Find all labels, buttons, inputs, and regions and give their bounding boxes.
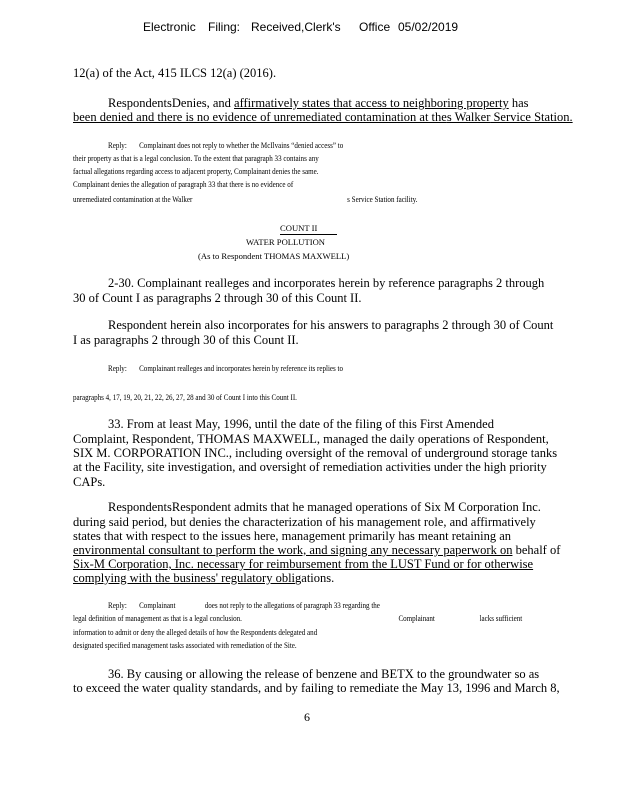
response-2-30-line1: Respondent herein also incorporates for his answers to paragraphs 2 through 30 of Count (108, 318, 554, 332)
reply-33-line4: Complainant denies the allegation of paragraph 33 that there is no evidence of (73, 180, 294, 189)
header-electronic: Electronic (143, 20, 196, 34)
header-date: 05/02/2019 (398, 20, 459, 34)
reply-2-30-line2: paragraphs 4, 17, 19, 20, 21, 22, 26, 27, 28 and 30 of Count I into this Count II. (73, 393, 297, 402)
paragraph-33-line4: at the Facility, site investigation, and oversight of remediation activities under the high priority (73, 460, 547, 474)
paragraph-2-30-line1: 2-30. Complainant realleges and incorporates herein by reference paragraphs 2 through (108, 276, 545, 290)
paragraph-33-line5: CAPs. (73, 475, 106, 489)
header-received: Received,Clerk's (251, 20, 341, 34)
reply-33b-line3: information to admit or deny the alleged details of how the Respondents delegated and (73, 628, 318, 637)
response-33-line2: been denied and there is no evidence of unremediated contamination at thes Walker Service Station. (73, 110, 573, 124)
response-33b-line1: RespondentsRespondent admits that he managed operations of Six M Corporation Inc. (108, 500, 541, 514)
count-heading-line2: WATER POLLUTION (246, 237, 326, 247)
paragraph-36-line2: to exceed the water quality standards, and by failing to remediate the May 13, 1996 and March 8, (73, 681, 560, 695)
citation-line: 12(a) of the Act, 415 ILCS 12(a) (2016). (73, 66, 277, 80)
header-filing: Filing: (208, 20, 241, 34)
count-heading-line1: COUNT II (280, 222, 337, 235)
reply-33-line2: their property as that is a legal conclusion. To the extent that paragraph 33 contains any (73, 154, 319, 163)
response-33b-line4: environmental consultant to perform the work, and signing any necessary paperwork on behalf of (73, 543, 561, 557)
response-33b-line3: states that with respect to the issues here, management primarily has meant retaining an (73, 529, 512, 543)
reply-33-line5: unremediated contamination at the Walker s Service Station facility. (73, 195, 418, 204)
response-33b-line5: Six-M Corporation, Inc. necessary for reimbursement from the LUST Fund or for otherwise (73, 557, 534, 571)
paragraph-33-line3: SIX M. CORPORATION INC., including oversight of the removal of underground storage tanks (73, 446, 558, 460)
response-33b-line6: complying with the business' regulatory obligations. (73, 571, 335, 585)
response-33-line1: RespondentsDenies, and affirmatively states that access to neighboring property has (108, 96, 529, 110)
response-33b-line2: during said period, but denies the characterization of his management role, and affirmatively (73, 515, 536, 529)
reply-33-line1: Reply: Complainant does not reply to whether the McIlvains “denied access” to (108, 141, 344, 150)
response-2-30-line2: I as paragraphs 2 through 30 of this Count II. (73, 333, 299, 347)
header-office: Office (359, 20, 391, 34)
reply-33-line3: factual allegations regarding access to adjacent property, Complainant denies the same. (73, 167, 319, 176)
page-number: 6 (304, 710, 310, 724)
reply-33b-line1: Reply: Complainant does not reply to the allegations of paragraph 33 regarding the (108, 601, 380, 610)
paragraph-33-line2: Complaint, Respondent, THOMAS MAXWELL, managed the daily operations of Respondent, (73, 432, 549, 446)
reply-33b-line4: designated specified management tasks associated with remediation of the Site. (73, 641, 297, 650)
paragraph-36-line1: 36. By causing or allowing the release of benzene and BETX to the groundwater so as (108, 667, 540, 681)
paragraph-33-line1: 33. From at least May, 1996, until the date of the filing of this First Amended (108, 417, 494, 431)
reply-2-30-line1: Reply: Complainant realleges and incorporates herein by reference its replies to (108, 364, 344, 373)
reply-33b-line2: legal definition of management as that is a legal conclusion. Complainant lacks sufficient (73, 614, 523, 623)
paragraph-2-30-line2: 30 of Count I as paragraphs 2 through 30 of this Count II. (73, 291, 362, 305)
count-heading-line3: (As to Respondent THOMAS MAXWELL) (198, 251, 350, 261)
